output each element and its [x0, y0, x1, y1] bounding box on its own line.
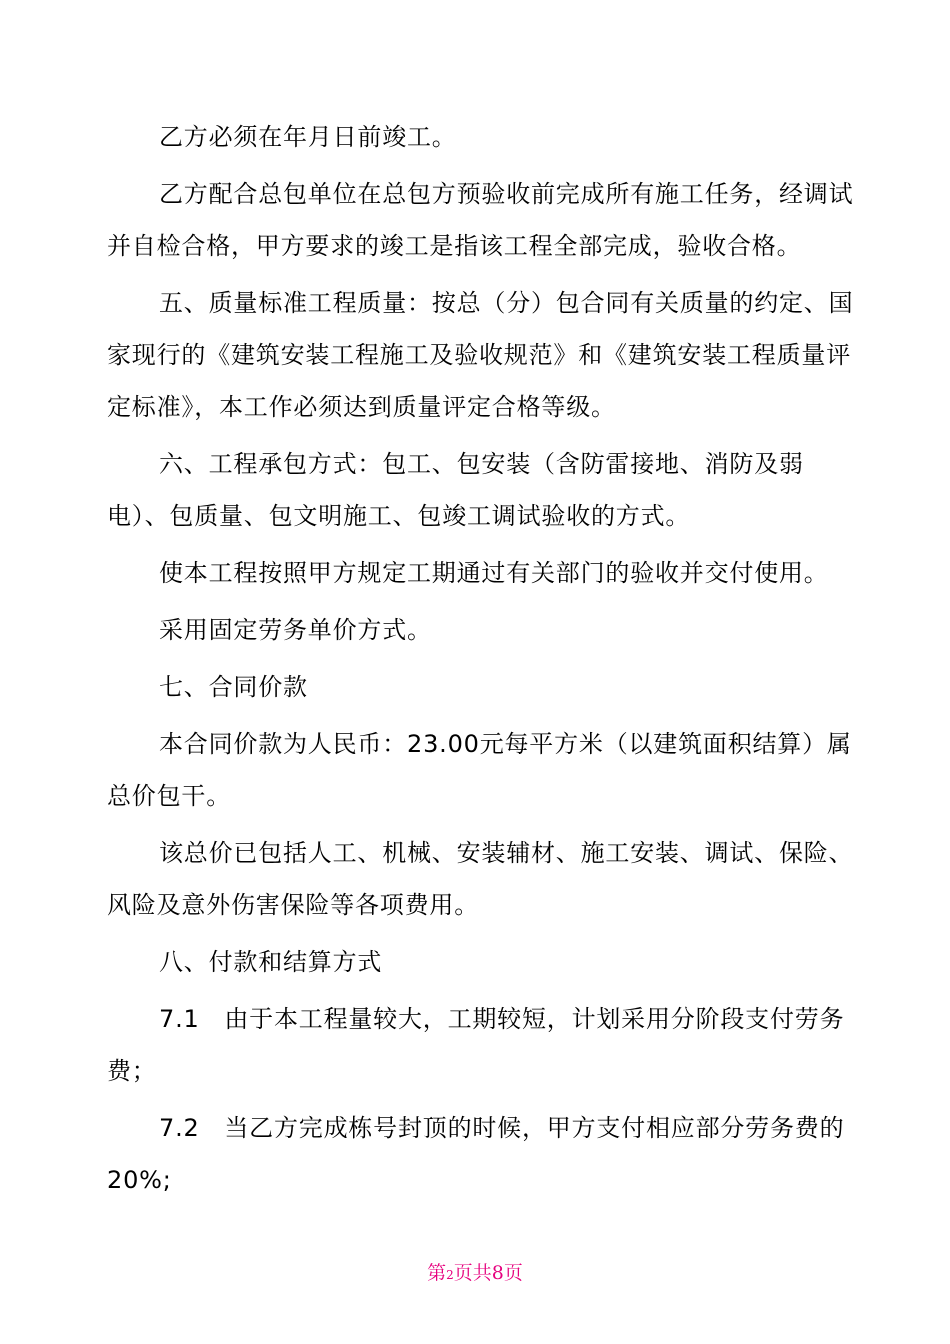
- footer-middle: 页共: [453, 1262, 492, 1284]
- footer-current-page: 2: [446, 1268, 454, 1282]
- paragraph-quality-standard: 五、质量标准工程质量：按总（分）包合同有关质量的约定、国家现行的《建筑安装工程施工及验收规范》和《建筑安装工程质量评定标准》，本工作必须达到质量评定合格等级。: [107, 289, 854, 421]
- paragraph-clause-7-1: 7.1 由于本工程量较大，工期较短，计划采用分阶段支付劳务费；: [107, 1005, 845, 1085]
- footer-total-pages: 8: [491, 1262, 504, 1284]
- footer-suffix: 页: [503, 1262, 523, 1284]
- paragraph-price-amount: 本合同价款为人民币：23.00元每平方米（以建筑面积结算）属总价包干。: [107, 730, 852, 810]
- paragraph-pre-acceptance: 乙方配合总包单位在总包方预验收前完成所有施工任务，经调试并自检合格，甲方要求的竣工是指该工程全部完成，验收合格。: [107, 180, 854, 260]
- paragraph-completion-date: 乙方必须在年月日前竣工。: [159, 123, 457, 151]
- paragraph-price-inclusions: 该总价已包括人工、机械、安装辅材、施工安装、调试、保险、风险及意外伤害保险等各项费用。: [107, 839, 854, 919]
- page-footer: [0, 1258, 950, 1285]
- paragraph-acceptance-delivery: 使本工程按照甲方规定工期通过有关部门的验收并交付使用。: [159, 559, 829, 587]
- footer-prefix: 第: [427, 1262, 447, 1284]
- paragraph-fixed-unit-price: 采用固定劳务单价方式。: [159, 616, 432, 644]
- heading-contract-price: 七、合同价款: [159, 673, 308, 701]
- document-body: [107, 111, 857, 1211]
- paragraph-contracting-method: 六、工程承包方式：包工、包安装（含防雷接地、消防及弱电）、包质量、包文明施工、包竣工调试验收的方式。: [107, 450, 804, 530]
- paragraph-clause-7-2: 7.2 当乙方完成栋号封顶的时候，甲方支付相应部分劳务费的20%;: [107, 1114, 845, 1194]
- heading-payment-settlement: 八、付款和结算方式: [159, 948, 383, 976]
